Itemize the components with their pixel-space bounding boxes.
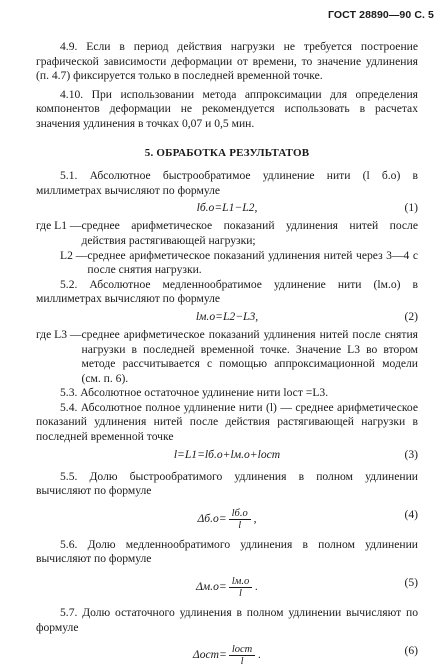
formula-5-tail: .	[255, 580, 259, 594]
formula-3-expression: l=L1=lб.о+lм.о+lост	[173, 447, 281, 461]
formula-6-numerator: lост	[229, 644, 255, 656]
formula-5-left: Δм.о=	[195, 580, 227, 594]
paragraph-5-5: 5.5. Долю быстрообратимого удлинения в полном удлинении вычисляют по формуле	[36, 469, 418, 498]
definition-L3-text: среднее арифметическое показаний удлинения нитей после снятия нагрузки в последней временной точке. Значение L3 во втором методе рассчитывается с помощью аппроксимационной модели (см. п. 6).	[81, 327, 418, 385]
definition-L1	[36, 219, 418, 248]
paragraph-5-1: 5.1. Абсолютное быстрообратимое удлинение нити (l б.о) в миллиметрах вычисляют по формуле	[36, 169, 418, 197]
formula-5-numerator: lм.о	[229, 576, 253, 588]
formula-4-left: Δб.о=	[197, 512, 227, 525]
formula-5-expression	[36, 576, 418, 599]
paragraph-4-9: 4.9. Если в период действия нагрузки не требуется построение графической зависимости деформации от времени, то значение удлинения (п. 4.7) фиксируется только в последней временной точке.	[36, 40, 418, 83]
definition-L2	[36, 249, 418, 278]
paragraph-5-2: 5.2. Абсолютное медленнообратимое удлинение нити (lм.о) в миллиметрах вычисляют по формуле	[36, 277, 418, 306]
formula-2	[36, 307, 418, 328]
formula-6-tail: .	[258, 648, 262, 662]
paragraph-5-4: 5.4. Абсолютное полное удлинение нити (l) — среднее арифметическое показаний удлинения нитей после действия растягивающей нагрузки в последней временной точке	[36, 400, 418, 444]
formula-1-expression: lб.о=L1−L2,	[196, 201, 258, 215]
formula-5-number: (5)	[404, 576, 418, 590]
paragraph-5-7: 5.7. Долю остаточного удлинения в полном удлинении вычисляют по формуле	[36, 606, 418, 634]
formula-6-fraction	[229, 644, 255, 667]
section-title: 5. ОБРАБОТКА РЕЗУЛЬТАТОВ	[144, 146, 310, 159]
definition-L3	[36, 328, 418, 386]
definition-L2-text: среднее арифметическое показаний удлинения нитей через 3—4 с после снятия нагрузки.	[87, 248, 418, 277]
formula-1-number: (1)	[404, 201, 418, 215]
formula-4-tail: ,	[253, 512, 257, 525]
definition-L1-text: среднее арифметическое показаний удлинения нитей после действия растягивающей нагрузки;	[81, 219, 418, 247]
formula-5	[36, 567, 418, 599]
formula-4-denominator: l	[238, 519, 242, 531]
formula-3-number: (3)	[404, 447, 418, 461]
formula-2-number: (2)	[404, 309, 418, 323]
paragraph-4-10: 4.10. При использовании метода аппроксимации для определения компонентов деформации не рекомендуется использовать в расчетах значения удлинения в точках 0,07 и 0,5 мин.	[36, 87, 418, 130]
formula-5-denominator: l	[238, 588, 242, 600]
document-body	[36, 40, 418, 667]
formula-6-denominator: l	[240, 656, 244, 667]
paragraph-5-3: 5.3. Абсолютное остаточное удлинение нити lост =L3.	[60, 386, 329, 400]
formula-4-numerator: lб.о	[229, 508, 251, 520]
formula-4-number: (4)	[404, 507, 418, 521]
formula-6-expression	[36, 644, 418, 667]
formula-6-left: Δост=	[192, 648, 227, 662]
paragraph-5-6: 5.6. Долю медленнообратимого удлинения в полном удлинении вычисляют по формуле	[36, 537, 418, 566]
formula-3	[36, 445, 418, 466]
formula-4-expression	[36, 508, 418, 531]
formula-2-expression: lм.о=L2−L3,	[195, 309, 259, 323]
formula-4-fraction	[229, 508, 251, 531]
formula-1	[36, 198, 418, 219]
formula-6	[36, 635, 418, 667]
formula-5-fraction	[229, 576, 253, 599]
definition-L3-key: где L3 —	[36, 327, 82, 341]
formula-4	[36, 499, 418, 531]
page-header: ГОСТ 28890—90 С. 5	[328, 9, 434, 21]
formula-6-number: (6)	[404, 644, 418, 658]
definition-L2-key: L2 —	[60, 248, 88, 262]
definition-L1-key: где L1 —	[36, 219, 82, 233]
